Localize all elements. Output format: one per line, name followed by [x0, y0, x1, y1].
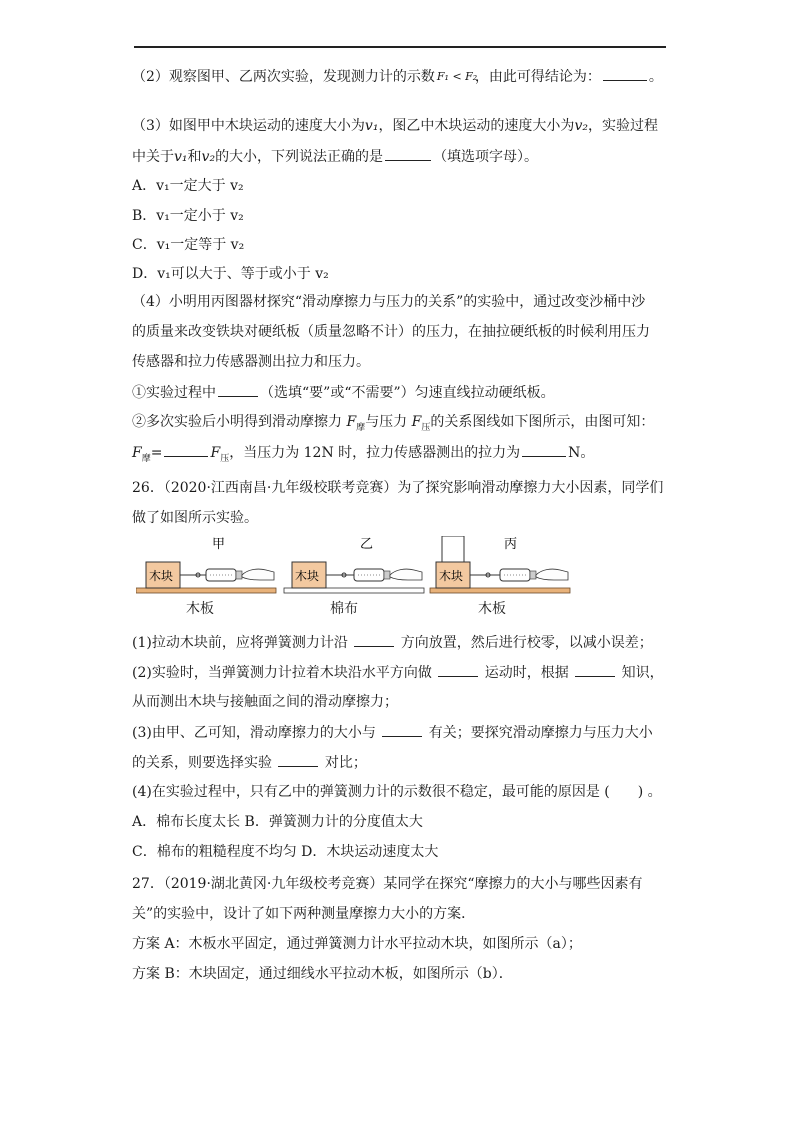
- q27-stem-line2: 关”的实验中，设计了如下两种测量摩擦力大小的方案．: [132, 906, 476, 922]
- cloth-surface: [284, 588, 424, 593]
- option-d: D．v₁可以大于、等于或小于 v₂: [132, 266, 329, 282]
- q26-s1: (1)拉动木块前，应将弹簧测力计沿 方向放置，然后进行校零，以减小误差；: [132, 632, 653, 653]
- label-bing: 丙: [504, 537, 518, 552]
- hand-icon: [242, 569, 274, 580]
- q26-s2: (2)实验时，当弹簧测力计拉着木块沿水平方向做 运动时，根据 知识，: [132, 662, 664, 683]
- setup-jia: [136, 537, 276, 593]
- label-jia: 甲: [212, 537, 226, 552]
- q26-s2-line2: 从而测出木块与接触面之间的滑动摩擦力；: [132, 694, 398, 710]
- q26-stem-line1: 26．（2020·江西南昌·九年级校联考竞赛）为了探究影响滑动摩擦力大小因素，同学们: [132, 480, 664, 496]
- q25-part4-s2: ②多次实验后小明得到滑动摩擦力 $F_摩$与压力 $F_压$的关系图线如下图所示，由图可知：: [132, 414, 655, 433]
- header-rule: [134, 46, 666, 48]
- q25-part3-line1: （3）如图甲中木块运动的速度大小为v₁，图乙中木块运动的速度大小为v₂，实验过程: [132, 118, 658, 134]
- answer-blank[interactable]: [522, 442, 566, 457]
- q25-part4-line2: 的质量来改变铁块对硬纸板（质量忽略不计）的压力，在抽拉硬纸板的时候利用压力: [132, 324, 650, 340]
- q26-s3-line2: 的关系，则要选择实验 对比；: [132, 752, 367, 773]
- answer-blank[interactable]: [385, 146, 431, 161]
- q25-part2: （2）观察图甲、乙两次实验，发现测力计的示数 F₁ < F₂ ，由此可得结论为： 。: [132, 66, 663, 87]
- q27-plan-b: 方案 B：木块固定，通过细线水平拉动木板，如图所示（b）．: [132, 966, 513, 982]
- q25-part4-s3: $F_摩= F_压$，当压力为 12N 时，拉力传感器测出的拉力为 N。: [132, 442, 594, 469]
- q26-s3: (3)由甲、乙可知，滑动摩擦力的大小与 有关；要探究滑动摩擦力与压力大小: [132, 722, 653, 743]
- surface-label-bing: 木板: [478, 601, 506, 617]
- answer-blank[interactable]: [278, 752, 318, 767]
- option-c: C．v₁一定等于 v₂: [132, 237, 245, 253]
- answer-blank[interactable]: [354, 632, 394, 647]
- block-label-1: 木块: [149, 569, 174, 583]
- block-label-2: 木块: [295, 569, 320, 583]
- block-label-3: 木块: [439, 569, 464, 583]
- surface-label-yi: 棉布: [330, 601, 358, 617]
- board-surface: [136, 588, 276, 593]
- answer-blank[interactable]: [575, 662, 615, 677]
- q27-plan-a: 方案 A：木板水平固定，通过弹簧测力计水平拉动木块，如图所示（a）；: [132, 936, 582, 952]
- answer-blank[interactable]: [438, 662, 478, 677]
- q26-s4: (4)在实验过程中，只有乙中的弹簧测力计的示数很不稳定，最可能的原因是 ( ) 。: [132, 784, 662, 800]
- q26-options-ab: A．棉布长度太长 B．弹簧测力计的分度值太大: [132, 814, 423, 830]
- board-surface: [430, 588, 570, 593]
- q26-stem-line2: 做了如图所示实验。: [132, 510, 258, 526]
- answer-blank[interactable]: [603, 66, 647, 81]
- q25-part3-line2: 中关于v₁和v₂的大小，下列说法正确的是 （填选项字母）。: [132, 146, 538, 167]
- setup-yi: [284, 537, 424, 593]
- q25-part4-line3: 传感器和拉力传感器测出拉力和压力。: [132, 354, 370, 370]
- q27-stem-line1: 27．（2019·湖北黄冈·九年级校考竞赛）某同学在探究“摩擦力的大小与哪些因素有: [132, 876, 643, 892]
- q25-part4-line1: （4）小明用丙图器材探究“滑动摩擦力与压力的关系”的实验中，通过改变沙桶中沙: [132, 294, 646, 310]
- inequality-f1-f2: F₁ < F₂: [436, 70, 478, 83]
- answer-blank[interactable]: [164, 442, 208, 457]
- label-yi: 乙: [360, 537, 374, 552]
- q25-part4-s1: ①实验过程中 （选填“要”或“不需要”）匀速直线拉动硬纸板。: [132, 382, 555, 403]
- surface-label-jia: 木板: [186, 601, 214, 617]
- weight-icon: [442, 536, 464, 562]
- option-b: B．v₁一定小于 v₂: [132, 208, 244, 224]
- setup-bing: [430, 536, 570, 593]
- answer-blank[interactable]: [382, 722, 422, 737]
- answer-blank[interactable]: [218, 382, 258, 397]
- hand-icon: [536, 569, 568, 580]
- option-a: A．v₁一定大于 v₂: [132, 178, 244, 194]
- q26-options-cd: C．棉布的粗糙程度不均匀 D．木块运动速度太大: [132, 844, 439, 860]
- hand-icon: [390, 569, 422, 580]
